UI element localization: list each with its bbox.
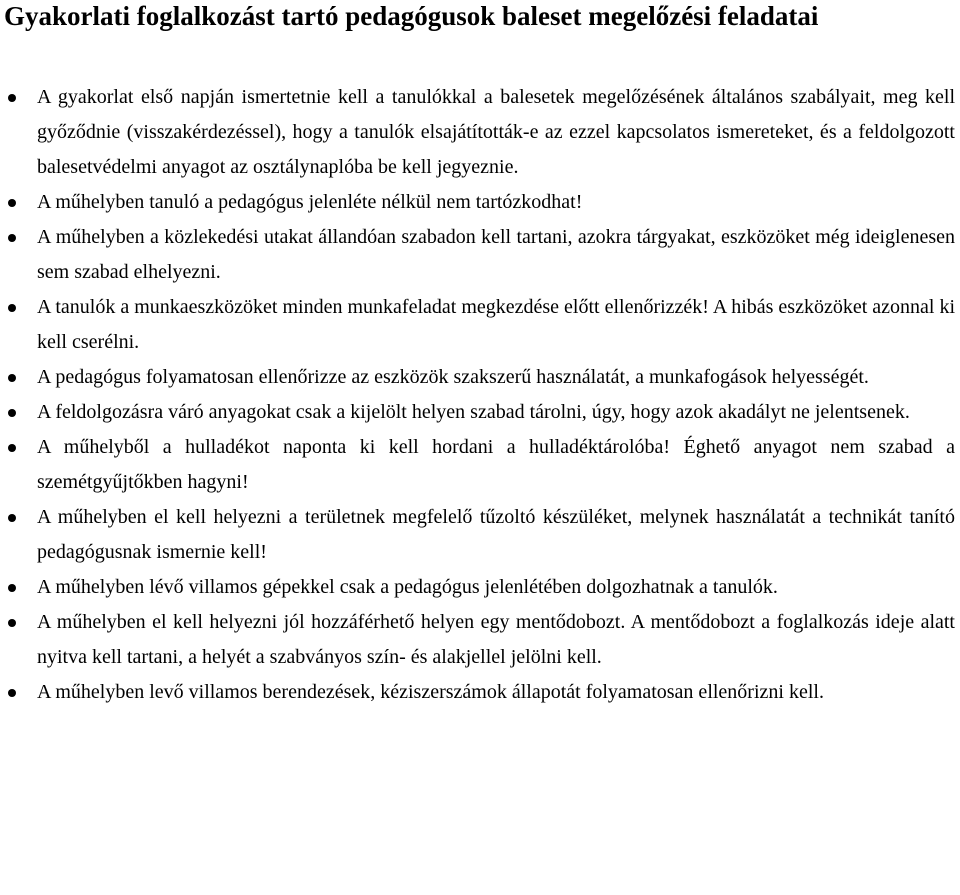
list-item-text: A tanulók a munkaeszközöket minden munkafeladat megkezdése előtt ellenőrizzék! A hibás eszközöket azonnal ki kell cserélni. <box>37 296 956 353</box>
list-item <box>0 290 960 360</box>
list-item-text: A gyakorlat első napján ismertetnie kell a tanulókkal a balesetek megelőzésének általános szabályait, meg kell győződnie (visszakérdezéssel), hogy a tanulók elsajátították-e az ezzel kapcsolatos ismereteket, és a feldolgozott balesetvédelmi anyagot az osztálynaplóba be kell jegyeznie. <box>37 86 955 178</box>
list-item-text: A műhelyből a hulladékot naponta ki kell hordani a hulladéktárolóba! Éghető anyagot nem szabad a szemétgyűjtőkben hagyni! <box>37 436 955 493</box>
bullet-icon <box>8 374 16 382</box>
bullet-icon <box>8 94 16 102</box>
rules-list <box>0 80 960 710</box>
list-item <box>0 220 960 290</box>
list-item-text: A műhelyben el kell helyezni jól hozzáférhető helyen egy mentődobozt. A mentődobozt a foglalkozás ideje alatt nyitva kell tartani, a helyét a szabványos szín- és alakjellel jelölni kell. <box>37 611 955 668</box>
bullet-icon <box>8 619 16 627</box>
bullet-icon <box>8 199 16 207</box>
bullet-icon <box>8 304 16 312</box>
list-item <box>0 185 960 220</box>
list-item-text: A műhelyben el kell helyezni a területnek megfelelő tűzoltó készüléket, melynek használatát a technikát tanító pedagógusnak ismernie kell! <box>37 506 955 563</box>
list-item-text: A pedagógus folyamatosan ellenőrizze az eszközök szakszerű használatát, a munkafogások helyességét. <box>37 366 869 388</box>
bullet-icon <box>8 409 16 417</box>
list-item <box>0 605 960 675</box>
bullet-icon <box>8 444 16 452</box>
list-item-text: A feldolgozásra váró anyagokat csak a kijelölt helyen szabad tárolni, úgy, hogy azok akadályt ne jelentsenek. <box>37 401 910 423</box>
list-item-text: A műhelyben levő villamos berendezések, kéziszerszámok állapotát folyamatosan ellenőrizni kell. <box>37 681 824 703</box>
list-item-text: A műhelyben a közlekedési utakat állandóan szabadon kell tartani, azokra tárgyakat, eszközöket még ideiglenesen sem szabad elhelyezni. <box>37 226 955 283</box>
list-item <box>0 80 960 185</box>
list-item <box>0 500 960 570</box>
list-item <box>0 430 960 500</box>
document-title: Gyakorlati foglalkozást tartó pedagógusok baleset megelőzési feladatai <box>4 1 819 31</box>
bullet-icon <box>8 514 16 522</box>
list-item <box>0 395 960 430</box>
list-item <box>0 570 960 605</box>
bullet-icon <box>8 689 16 697</box>
list-item <box>0 675 960 710</box>
bullet-icon <box>8 584 16 592</box>
list-item-text: A műhelyben lévő villamos gépekkel csak a pedagógus jelenlétében dolgozhatnak a tanulók. <box>37 576 778 598</box>
list-item-text: A műhelyben tanuló a pedagógus jelenléte nélkül nem tartózkodhat! <box>37 191 583 213</box>
list-item <box>0 360 960 395</box>
bullet-icon <box>8 234 16 242</box>
